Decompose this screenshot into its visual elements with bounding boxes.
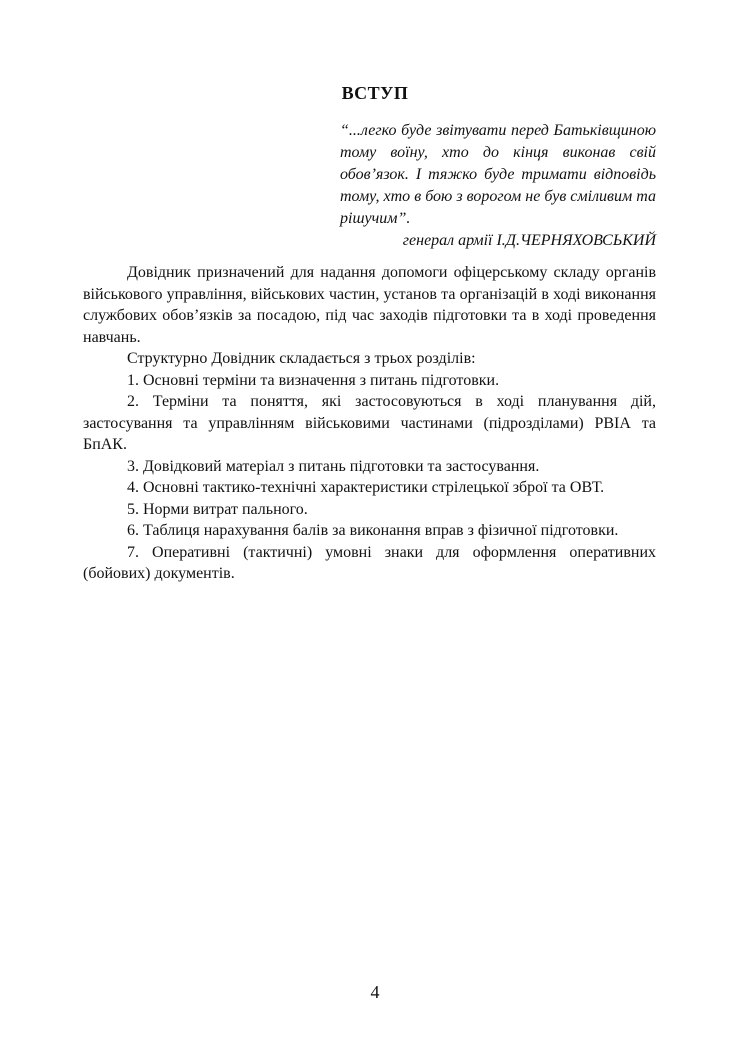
- page-number: 4: [370, 982, 380, 1002]
- list-item: 5. Норми витрат пального.: [127, 500, 308, 518]
- intro-paragraph: Довідник призначений для надання допомоги офіцерському складу органів військового управління, військових частин, установ та організацій в ході виконання службових обов’язків за посадою, під час заходів підготовки та в ході проведення навчань.: [83, 264, 656, 346]
- list-item: 1. Основні терміни та визначення з питань підготовки.: [127, 371, 500, 389]
- list-item: 3. Довідковий матеріал з питань підготовки та застосування.: [127, 457, 540, 475]
- epigraph: [340, 120, 656, 252]
- page-title: ВСТУП: [341, 83, 409, 103]
- epigraph-author: генерал армії І.Д.ЧЕРНЯХОВСЬКИЙ: [402, 232, 656, 249]
- structure-paragraph: Структурно Довідник складається з трьох розділів:: [127, 350, 476, 367]
- list-item: 2. Терміни та поняття, які застосовуються в ході планування дій, застосування та управлінням військовими частинами (підрозділами) РВІА та БпАК.: [83, 393, 656, 453]
- list-item: 7. Оперативні (тактичні) умовні знаки для оформлення оперативних (бойових) документів.: [83, 543, 656, 582]
- document-body: [83, 262, 656, 585]
- list-item: 4. Основні тактико-технічні характеристики стрілецької зброї та ОВТ.: [127, 479, 605, 496]
- list-item: 6. Таблиця нарахування балів за виконання вправ з фізичної підготовки.: [127, 522, 619, 539]
- epigraph-quote: “...легко буде звітувати перед Батьківщиною тому воїну, хто до кінця виконав свій обов’язок. І тяжко буде тримати відповідь тому, хто в бою з ворогом не був сміливим та рішучим”.: [340, 122, 656, 227]
